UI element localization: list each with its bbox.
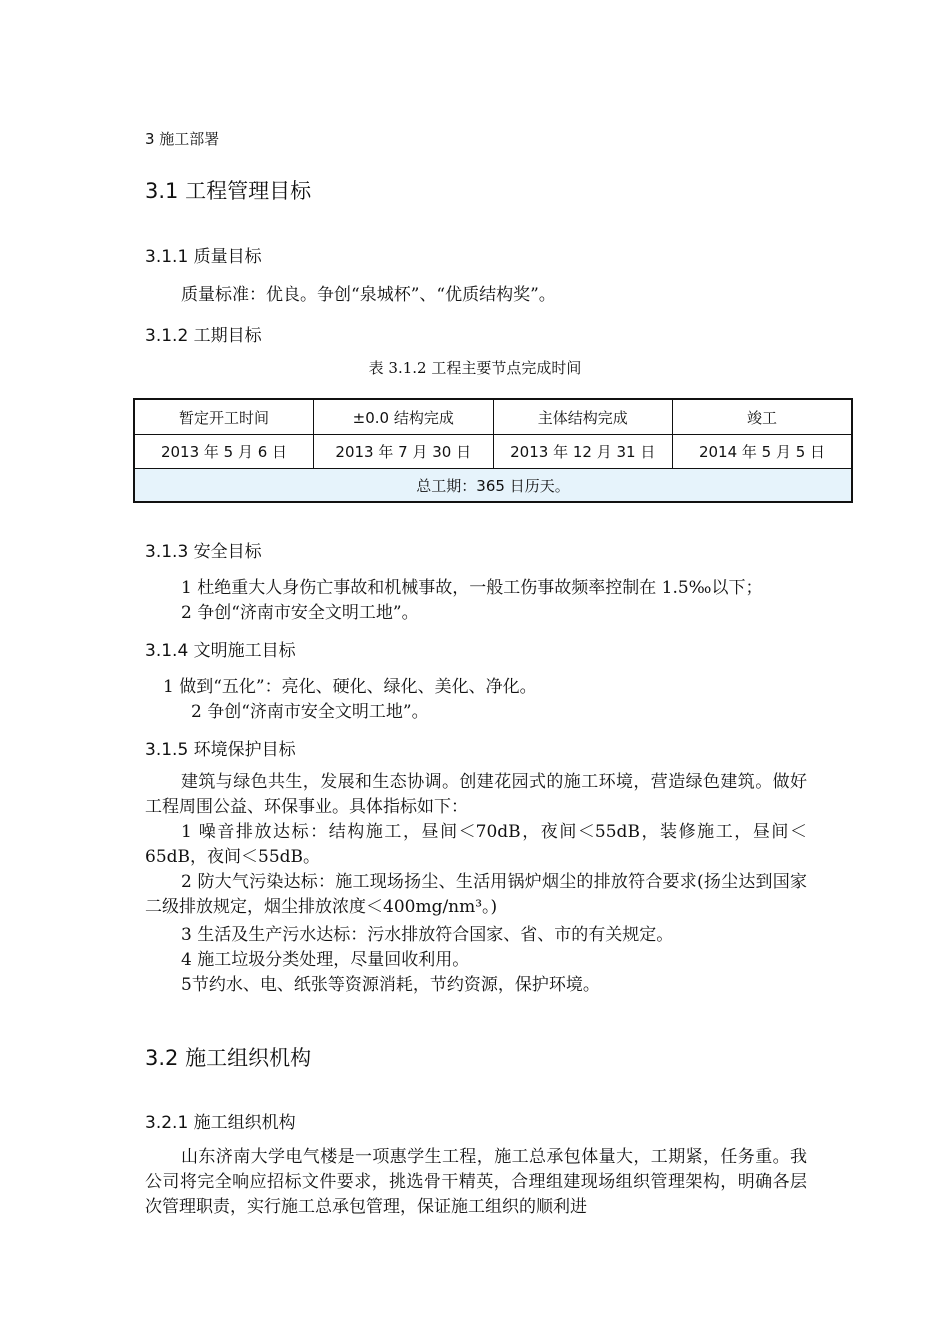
environment-item: 3 生活及生产污水达标：污水排放符合国家、省、市的有关规定。 [181, 925, 674, 945]
organization-text: 山东济南大学电气楼是一项惠学生工程，施工总承包体量大，工期紧，任务重。我公司将完全响应招标文件要求，挑选骨干精英，合理组建现场组织管理架构，明确各层次管理职责，实行施工总承包管理，保证施工组织的顺利进 [145, 1147, 807, 1217]
safety-item: 2 争创“济南市安全文明工地”。 [181, 603, 419, 623]
environment-item: 5节约水、电、纸张等资源消耗，节约资源，保护环境。 [181, 975, 600, 995]
table-header-cell: 主体结构完成 [493, 399, 673, 435]
table-cell: 2013 年 12 月 31 日 [493, 435, 673, 469]
table-cell: 2014 年 5 月 5 日 [673, 435, 853, 469]
environment-intro: 建筑与绿色共生，发展和生态协调。创建花园式的施工环境，营造绿色建筑。做好工程周围公益、环保事业。具体指标如下： [145, 772, 807, 817]
table-row [134, 435, 852, 469]
civilized-item: 1 做到“五化”：亮化、硬化、绿化、美化、净化。 [163, 677, 537, 697]
milestone-table [133, 398, 853, 503]
table-cell: 2013 年 7 月 30 日 [314, 435, 494, 469]
environment-item: 1 噪音排放达标：结构施工，昼间＜70dB，夜间＜55dB，装修施工，昼间＜65dB，夜间＜55dB。 [145, 822, 807, 867]
section-3-1-3-title: 3.1.3 安全目标 [145, 542, 262, 562]
civilized-item: 2 争创“济南市安全文明工地”。 [191, 702, 429, 722]
section-3-2-1-title: 3.2.1 施工组织机构 [145, 1113, 296, 1133]
section-3-1-1-title: 3.1.1 质量目标 [145, 247, 262, 267]
safety-item: 1 杜绝重大人身伤亡事故和机械事故，一般工伤事故频率控制在 1.5‰以下； [181, 578, 763, 598]
quality-target-text: 质量标准：优良。争创“泉城杯”、“优质结构奖”。 [181, 285, 556, 305]
table-header-cell: 竣工 [673, 399, 853, 435]
table-header-cell: ±0.0 结构完成 [314, 399, 494, 435]
environment-item: 2 防大气污染达标：施工现场扬尘、生活用锅炉烟尘的排放符合要求(扬尘达到国家二级排放规定，烟尘排放浓度＜400mg/nm³。) [145, 872, 807, 917]
table-header-row [134, 399, 852, 435]
table-caption: 表 3.1.2 工程主要节点完成时间 [368, 359, 582, 377]
section-3-1-2-title: 3.1.2 工期目标 [145, 326, 262, 346]
section-3-2-title: 3.2 施工组织机构 [145, 1046, 312, 1070]
table-header-cell: 暂定开工时间 [134, 399, 314, 435]
environment-item: 4 施工垃圾分类处理，尽量回收利用。 [181, 950, 470, 970]
chapter-title: 3 施工部署 [145, 130, 220, 148]
section-3-1-5-title: 3.1.5 环境保护目标 [145, 740, 296, 760]
table-cell: 2013 年 5 月 6 日 [134, 435, 314, 469]
section-3-1-title: 3.1 工程管理目标 [145, 179, 312, 203]
total-duration-cell: 总工期：365 日历天。 [134, 469, 852, 503]
section-3-1-4-title: 3.1.4 文明施工目标 [145, 641, 296, 661]
table-total-row [134, 469, 852, 503]
